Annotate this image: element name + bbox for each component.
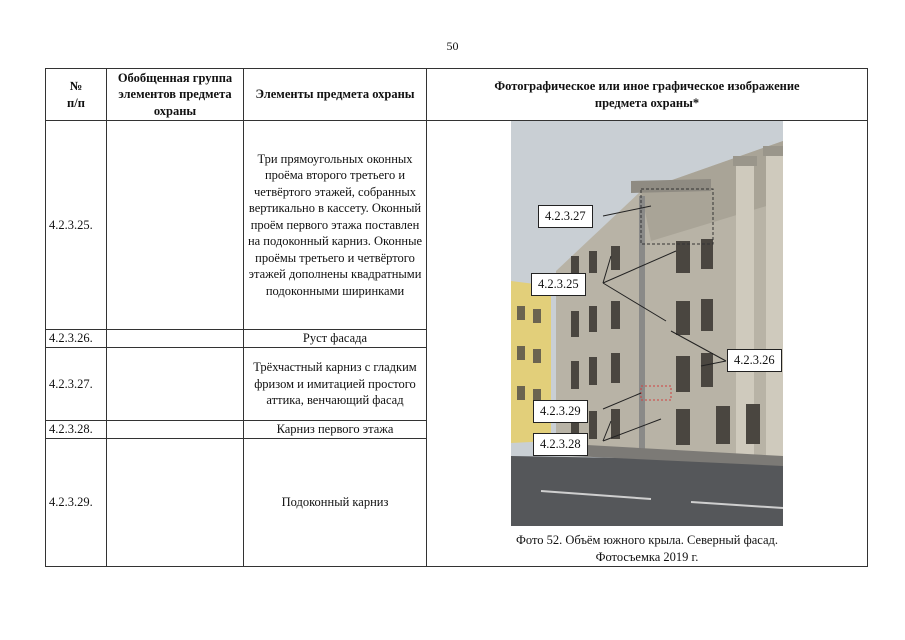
- callout-4-2-3-25: 4.2.3.25: [531, 273, 586, 296]
- row-number: 4.2.3.29.: [46, 438, 107, 566]
- row-number: 4.2.3.25.: [46, 121, 107, 330]
- callout-4-2-3-29: 4.2.3.29: [533, 400, 588, 423]
- row-group: [107, 348, 244, 421]
- callout-4-2-3-27: 4.2.3.27: [538, 205, 593, 228]
- row-number: 4.2.3.27.: [46, 348, 107, 421]
- callout-4-2-3-26: 4.2.3.26: [727, 349, 782, 372]
- photo-caption-line1: Фото 52. Объём южного крыла. Северный фасад.: [515, 533, 778, 547]
- row-element-text: Карниз первого этажа: [244, 421, 427, 439]
- table-header-row: [46, 69, 868, 121]
- photo-caption-line2: Фотосъемка 2019 г.: [595, 549, 699, 564]
- header-group: Обобщенная группа элементов предмета охраны: [107, 69, 244, 121]
- photo-cell: [427, 121, 868, 567]
- callout-4-2-3-28: 4.2.3.28: [533, 433, 588, 456]
- row-element-text: Подоконный карниз: [244, 438, 427, 566]
- protection-elements-table: [45, 68, 868, 567]
- header-num: № п/п: [46, 69, 107, 121]
- row-number: 4.2.3.28.: [46, 421, 107, 439]
- row-number: 4.2.3.26.: [46, 329, 107, 347]
- row-group: [107, 121, 244, 330]
- row-element-text: Трёхчастный карниз с гладким фризом и имитацией простого аттика, венчающий фасад: [244, 348, 427, 421]
- facade-photo-image: [511, 121, 783, 526]
- row-group: [107, 438, 244, 566]
- row-group: [107, 329, 244, 347]
- row-group: [107, 421, 244, 439]
- table-row: [46, 121, 868, 330]
- photo-caption: [430, 532, 864, 566]
- row-element-text: Три прямоугольных оконных проёма второго третьего и четвёртого этажей, собранных вертикально в кассету. Оконный проём первого этажа поставлен на подоконный карниз. Оконные проёмы третьего и четвёртого этажей дополнены квадратными подоконными ширинками: [244, 121, 427, 330]
- row-element-text: Руст фасада: [244, 329, 427, 347]
- header-elements: Элементы предмета охраны: [244, 69, 427, 121]
- facade-photo: [511, 121, 783, 526]
- page-number: 50: [446, 39, 459, 53]
- header-photo: Фотографическое или иное графическое изображение предмета охраны*: [427, 69, 868, 121]
